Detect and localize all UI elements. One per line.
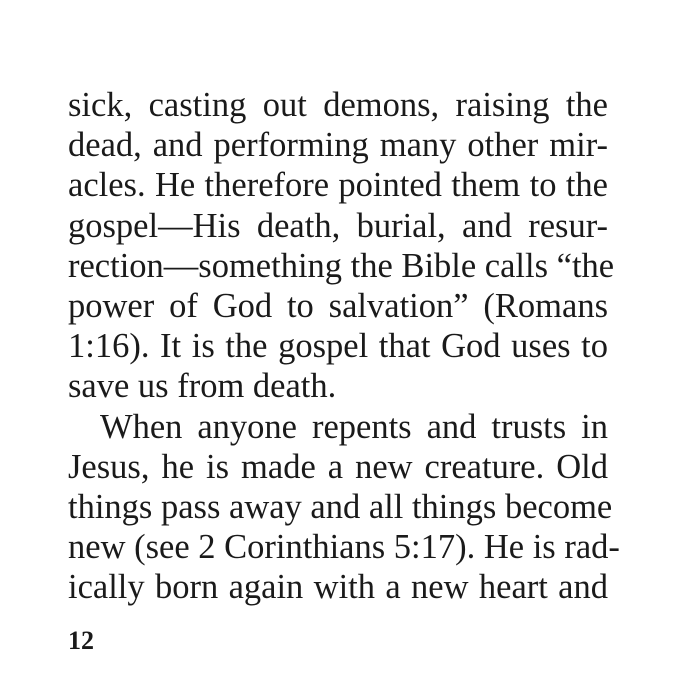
paragraph-1-line-3: acles. He therefore pointed them to the	[68, 166, 608, 205]
paragraph-2-line-1: When anyone repents and trusts in	[100, 407, 608, 446]
paragraph-2-line-2: Jesus, he is made a new creature. Old	[68, 447, 608, 486]
paragraph-1-line-4: gospel—His death, burial, and resur-	[68, 206, 608, 245]
paragraph-1-line-5: rection—something the Bible calls “the	[68, 246, 615, 285]
paragraph-1-line-1: sick, casting out demons, raising the	[68, 86, 608, 124]
paragraph-2-line-5: ically born again with a new heart and	[68, 568, 608, 607]
paragraph-1-line-8: save us from death.	[68, 367, 337, 406]
paragraph-2-line-3: things pass away and all things become	[68, 488, 613, 527]
paragraph-2-line-4: new (see 2 Corinthians 5:17). He is rad-	[68, 528, 620, 567]
paragraph-1-line-6: power of God to salvation” (Romans	[68, 287, 608, 326]
body-text	[68, 85, 620, 608]
paragraph-1-line-2: dead, and performing many other mir-	[68, 126, 608, 165]
paragraph-1-line-7: 1:16). It is the gospel that God uses to	[68, 327, 608, 366]
page-number: 12	[68, 626, 94, 655]
